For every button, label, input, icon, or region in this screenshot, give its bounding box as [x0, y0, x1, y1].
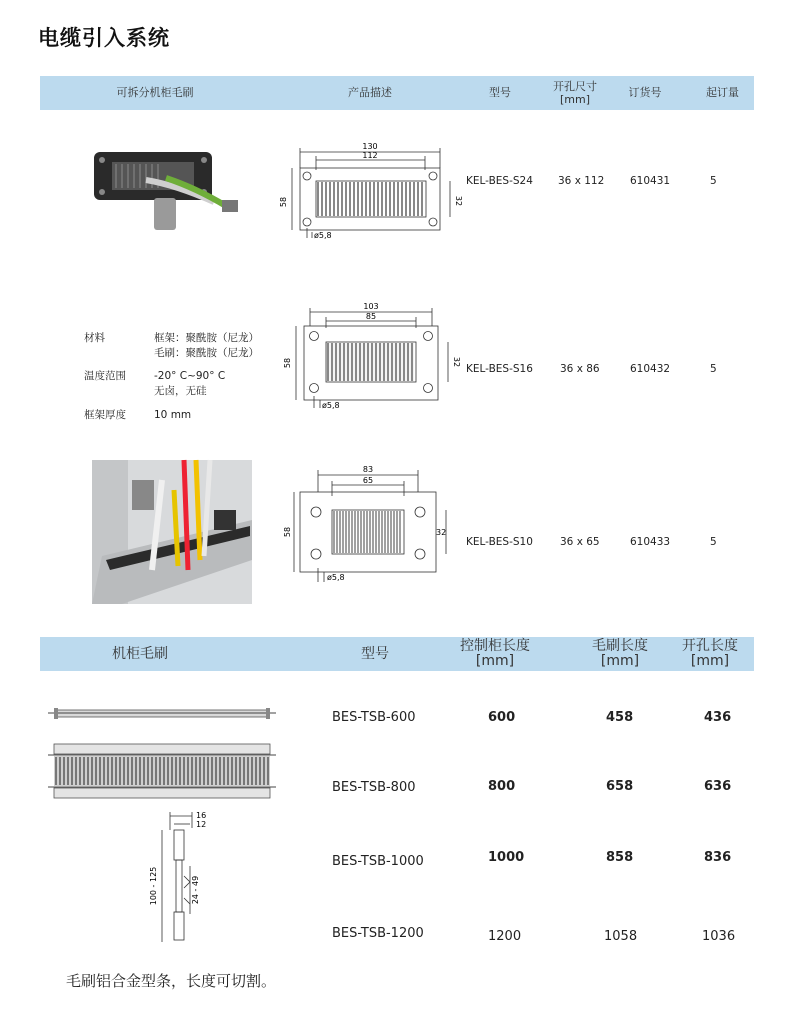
- profile-cross-section: [140, 806, 240, 948]
- header-description: 产品描述: [348, 86, 392, 99]
- spec-thickness-label: 框架厚度: [84, 409, 126, 421]
- profile-dim-height: 100 - 125: [149, 866, 158, 906]
- header2-cabinet-length-unit: [mm]: [475, 653, 515, 669]
- table2-header: [40, 637, 754, 671]
- dim-outer: 103: [363, 302, 379, 311]
- model-tsb-1000: BES-TSB-1000: [332, 854, 424, 869]
- dim-height: 58: [283, 526, 292, 538]
- dim-open: 32: [452, 356, 461, 368]
- model-s16: KEL-BES-S16: [466, 363, 533, 375]
- hole-s16: 36 x 86: [560, 363, 600, 375]
- profile-dim-top2: 12: [196, 820, 207, 829]
- header-hole-size-unit: [mm]: [559, 93, 590, 106]
- spec-material-line2: 毛刷：聚酰胺（尼龙）: [154, 347, 259, 359]
- header2-brush-length: [575, 639, 665, 669]
- spec-temp-line2: 无卤，无硅: [154, 385, 207, 397]
- brush-len-1000: 858: [606, 850, 634, 865]
- dim-height: 58: [283, 357, 292, 369]
- hole-len-1200: 1036: [702, 929, 736, 944]
- page-title: 电缆引入系统: [38, 26, 170, 50]
- cab-len-1200: 1200: [488, 929, 522, 944]
- brush-strip-side-view: [44, 700, 280, 740]
- moq-s24: 5: [710, 175, 717, 187]
- brush-strip-front-view: [44, 740, 280, 806]
- dim-inner: 112: [362, 151, 378, 160]
- hole-len-600: 436: [704, 710, 732, 725]
- header2-brush-length-unit: [mm]: [600, 653, 640, 669]
- model-s24: KEL-BES-S24: [466, 175, 533, 187]
- header2-cabinet-length-label: 控制柜长度: [460, 638, 530, 654]
- moq-s10: 5: [710, 536, 717, 548]
- header-model: 型号: [489, 86, 511, 99]
- dim-hole-dia: ø5,8: [322, 401, 340, 410]
- profile-dim-clamp: 24 - 49: [191, 875, 200, 905]
- dim-inner: 65: [362, 476, 374, 485]
- header-product: 可拆分机柜毛刷: [116, 86, 194, 99]
- brush-len-600: 458: [606, 710, 634, 725]
- hole-len-1000: 836: [704, 850, 732, 865]
- brush-len-800: 658: [606, 779, 634, 794]
- header-hole-size-label: 开孔尺寸: [553, 80, 597, 93]
- header-order-no: 订货号: [628, 86, 662, 99]
- dim-hole-dia: ø5,8: [327, 573, 345, 582]
- dim-hole-dia: ø5,8: [314, 231, 332, 240]
- drawing-kel-bes-s16: [282, 300, 461, 412]
- dim-inner: 85: [365, 312, 377, 321]
- spec-material-label: 材料: [84, 332, 105, 344]
- order-s10: 610433: [630, 536, 671, 548]
- dim-open: 32: [454, 195, 463, 207]
- order-s16: 610432: [630, 363, 671, 375]
- hole-s10: 36 x 65: [560, 536, 600, 548]
- header-moq: 起订量: [706, 86, 739, 99]
- hole-len-800: 636: [704, 779, 732, 794]
- spec-material-line1: 框架：聚酰胺（尼龙）: [154, 332, 259, 344]
- model-tsb-800: BES-TSB-800: [332, 780, 416, 795]
- header2-hole-length: [670, 639, 750, 669]
- brush-len-1200: 1058: [604, 929, 638, 944]
- spec-temp-label: 温度范围: [84, 370, 126, 382]
- moq-s16: 5: [710, 363, 717, 375]
- cab-len-600: 600: [488, 710, 516, 725]
- footer-note: 毛刷铝合金型条，长度可切割。: [66, 972, 277, 990]
- header2-brush-length-label: 毛刷长度: [592, 638, 648, 654]
- header2-hole-length-unit: [mm]: [690, 653, 730, 669]
- order-s24: 610431: [630, 175, 671, 187]
- header-hole-size: [540, 80, 610, 106]
- header2-model: 型号: [361, 646, 389, 662]
- cab-len-1000: 1000: [488, 850, 525, 865]
- cab-len-800: 800: [488, 779, 516, 794]
- header2-cabinet-length: [445, 639, 545, 669]
- dim-outer: 130: [362, 142, 378, 151]
- header2-product: 机柜毛刷: [112, 646, 168, 662]
- profile-dim-top1: 16: [196, 811, 207, 820]
- drawing-kel-bes-s10: [283, 462, 454, 584]
- model-tsb-600: BES-TSB-600: [332, 710, 416, 725]
- hole-s24: 36 x 112: [558, 175, 605, 187]
- dim-open: 32: [436, 528, 447, 537]
- header2-hole-length-label: 开孔长度: [682, 638, 738, 654]
- model-tsb-1200: BES-TSB-1200: [332, 926, 424, 941]
- spec-temp-line1: -20° C~90° C: [154, 370, 226, 382]
- table1-header: [40, 76, 754, 110]
- product-photo-cabinet-installation: [92, 460, 252, 604]
- drawing-kel-bes-s24: [279, 138, 463, 244]
- dim-height: 58: [279, 196, 288, 208]
- spec-thickness-value: 10 mm: [154, 409, 192, 421]
- product-photo-split-brush: [86, 140, 246, 240]
- dim-outer: 83: [362, 465, 374, 474]
- model-s10: KEL-BES-S10: [466, 536, 533, 548]
